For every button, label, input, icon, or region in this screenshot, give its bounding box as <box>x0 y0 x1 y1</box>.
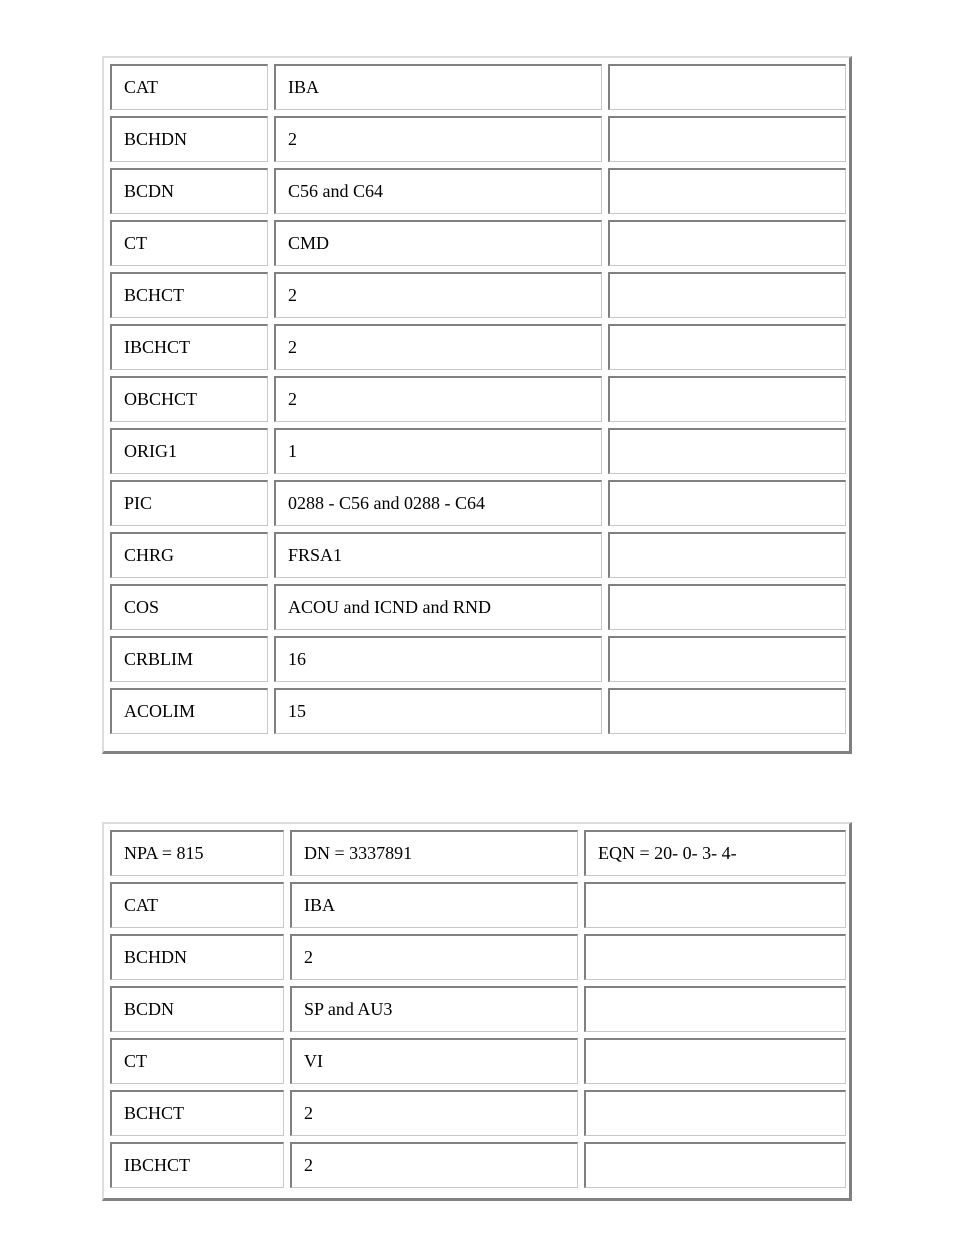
field-value-cell: VI <box>290 1038 578 1084</box>
table-row <box>110 64 846 110</box>
field-name-cell: CT <box>110 220 268 266</box>
field-extra-cell <box>584 1142 846 1188</box>
field-value-cell: 1 <box>274 428 602 474</box>
field-extra-cell <box>584 934 846 980</box>
field-value-cell: 2 <box>274 376 602 422</box>
field-name-cell: BCHCT <box>110 1090 284 1136</box>
field-value-cell: IBA <box>290 882 578 928</box>
field-value-cell: 15 <box>274 688 602 734</box>
field-extra-cell <box>608 116 846 162</box>
table-row <box>110 272 846 318</box>
table-row <box>110 1038 846 1084</box>
table-row <box>110 986 846 1032</box>
field-value-cell: FRSA1 <box>274 532 602 578</box>
field-extra-cell <box>608 480 846 526</box>
field-name-cell: CHRG <box>110 532 268 578</box>
field-value-cell: IBA <box>274 64 602 110</box>
field-extra-cell <box>608 376 846 422</box>
record-table <box>104 58 852 740</box>
table-row <box>110 636 846 682</box>
table-row <box>110 1142 846 1188</box>
field-name-cell: BCDN <box>110 168 268 214</box>
table-row <box>110 376 846 422</box>
field-value-cell: 2 <box>290 1142 578 1188</box>
field-value-cell: 2 <box>290 934 578 980</box>
field-name-cell: BCHCT <box>110 272 268 318</box>
field-name-cell: BCHDN <box>110 116 268 162</box>
field-extra-cell <box>608 584 846 630</box>
field-name-cell: CAT <box>110 64 268 110</box>
field-extra-cell <box>608 532 846 578</box>
field-value-cell: CMD <box>274 220 602 266</box>
field-name-cell: COS <box>110 584 268 630</box>
table-row <box>110 220 846 266</box>
field-extra-cell <box>608 220 846 266</box>
dn-cell: DN = 3337891 <box>290 830 578 876</box>
field-extra-cell <box>584 1038 846 1084</box>
field-extra-cell <box>608 324 846 370</box>
field-name-cell: BCHDN <box>110 934 284 980</box>
field-extra-cell <box>584 1090 846 1136</box>
record-table <box>104 824 852 1194</box>
field-value-cell: 2 <box>290 1090 578 1136</box>
field-extra-cell <box>608 168 846 214</box>
table-row <box>110 324 846 370</box>
eqn-cell: EQN = 20- 0- 3- 4- <box>584 830 846 876</box>
field-name-cell: OBCHCT <box>110 376 268 422</box>
field-extra-cell <box>608 636 846 682</box>
table-row <box>110 830 846 876</box>
table-row <box>110 532 846 578</box>
field-extra-cell <box>584 986 846 1032</box>
field-name-cell: IBCHCT <box>110 324 268 370</box>
field-value-cell: 16 <box>274 636 602 682</box>
field-name-cell: ACOLIM <box>110 688 268 734</box>
field-name-cell: PIC <box>110 480 268 526</box>
field-extra-cell <box>608 428 846 474</box>
table-row <box>110 584 846 630</box>
table-row <box>110 934 846 980</box>
field-extra-cell <box>608 64 846 110</box>
field-value-cell: 2 <box>274 324 602 370</box>
field-value-cell: 2 <box>274 116 602 162</box>
table-row <box>110 480 846 526</box>
field-name-cell: ORIG1 <box>110 428 268 474</box>
table-row <box>110 688 846 734</box>
field-extra-cell <box>608 272 846 318</box>
field-value-cell: 2 <box>274 272 602 318</box>
field-name-cell: IBCHCT <box>110 1142 284 1188</box>
field-value-cell: ACOU and ICND and RND <box>274 584 602 630</box>
table-row <box>110 1090 846 1136</box>
field-value-cell: 0288 - C56 and 0288 - C64 <box>274 480 602 526</box>
table-row <box>110 116 846 162</box>
table-row <box>110 428 846 474</box>
field-name-cell: CT <box>110 1038 284 1084</box>
field-value-cell: C56 and C64 <box>274 168 602 214</box>
field-extra-cell <box>584 882 846 928</box>
table-row <box>110 882 846 928</box>
field-value-cell: SP and AU3 <box>290 986 578 1032</box>
field-name-cell: CAT <box>110 882 284 928</box>
field-extra-cell <box>608 688 846 734</box>
field-name-cell: CRBLIM <box>110 636 268 682</box>
table-row <box>110 168 846 214</box>
field-name-cell: BCDN <box>110 986 284 1032</box>
record-table-2 <box>102 822 852 1201</box>
npa-cell: NPA = 815 <box>110 830 284 876</box>
record-table-1 <box>102 56 852 754</box>
